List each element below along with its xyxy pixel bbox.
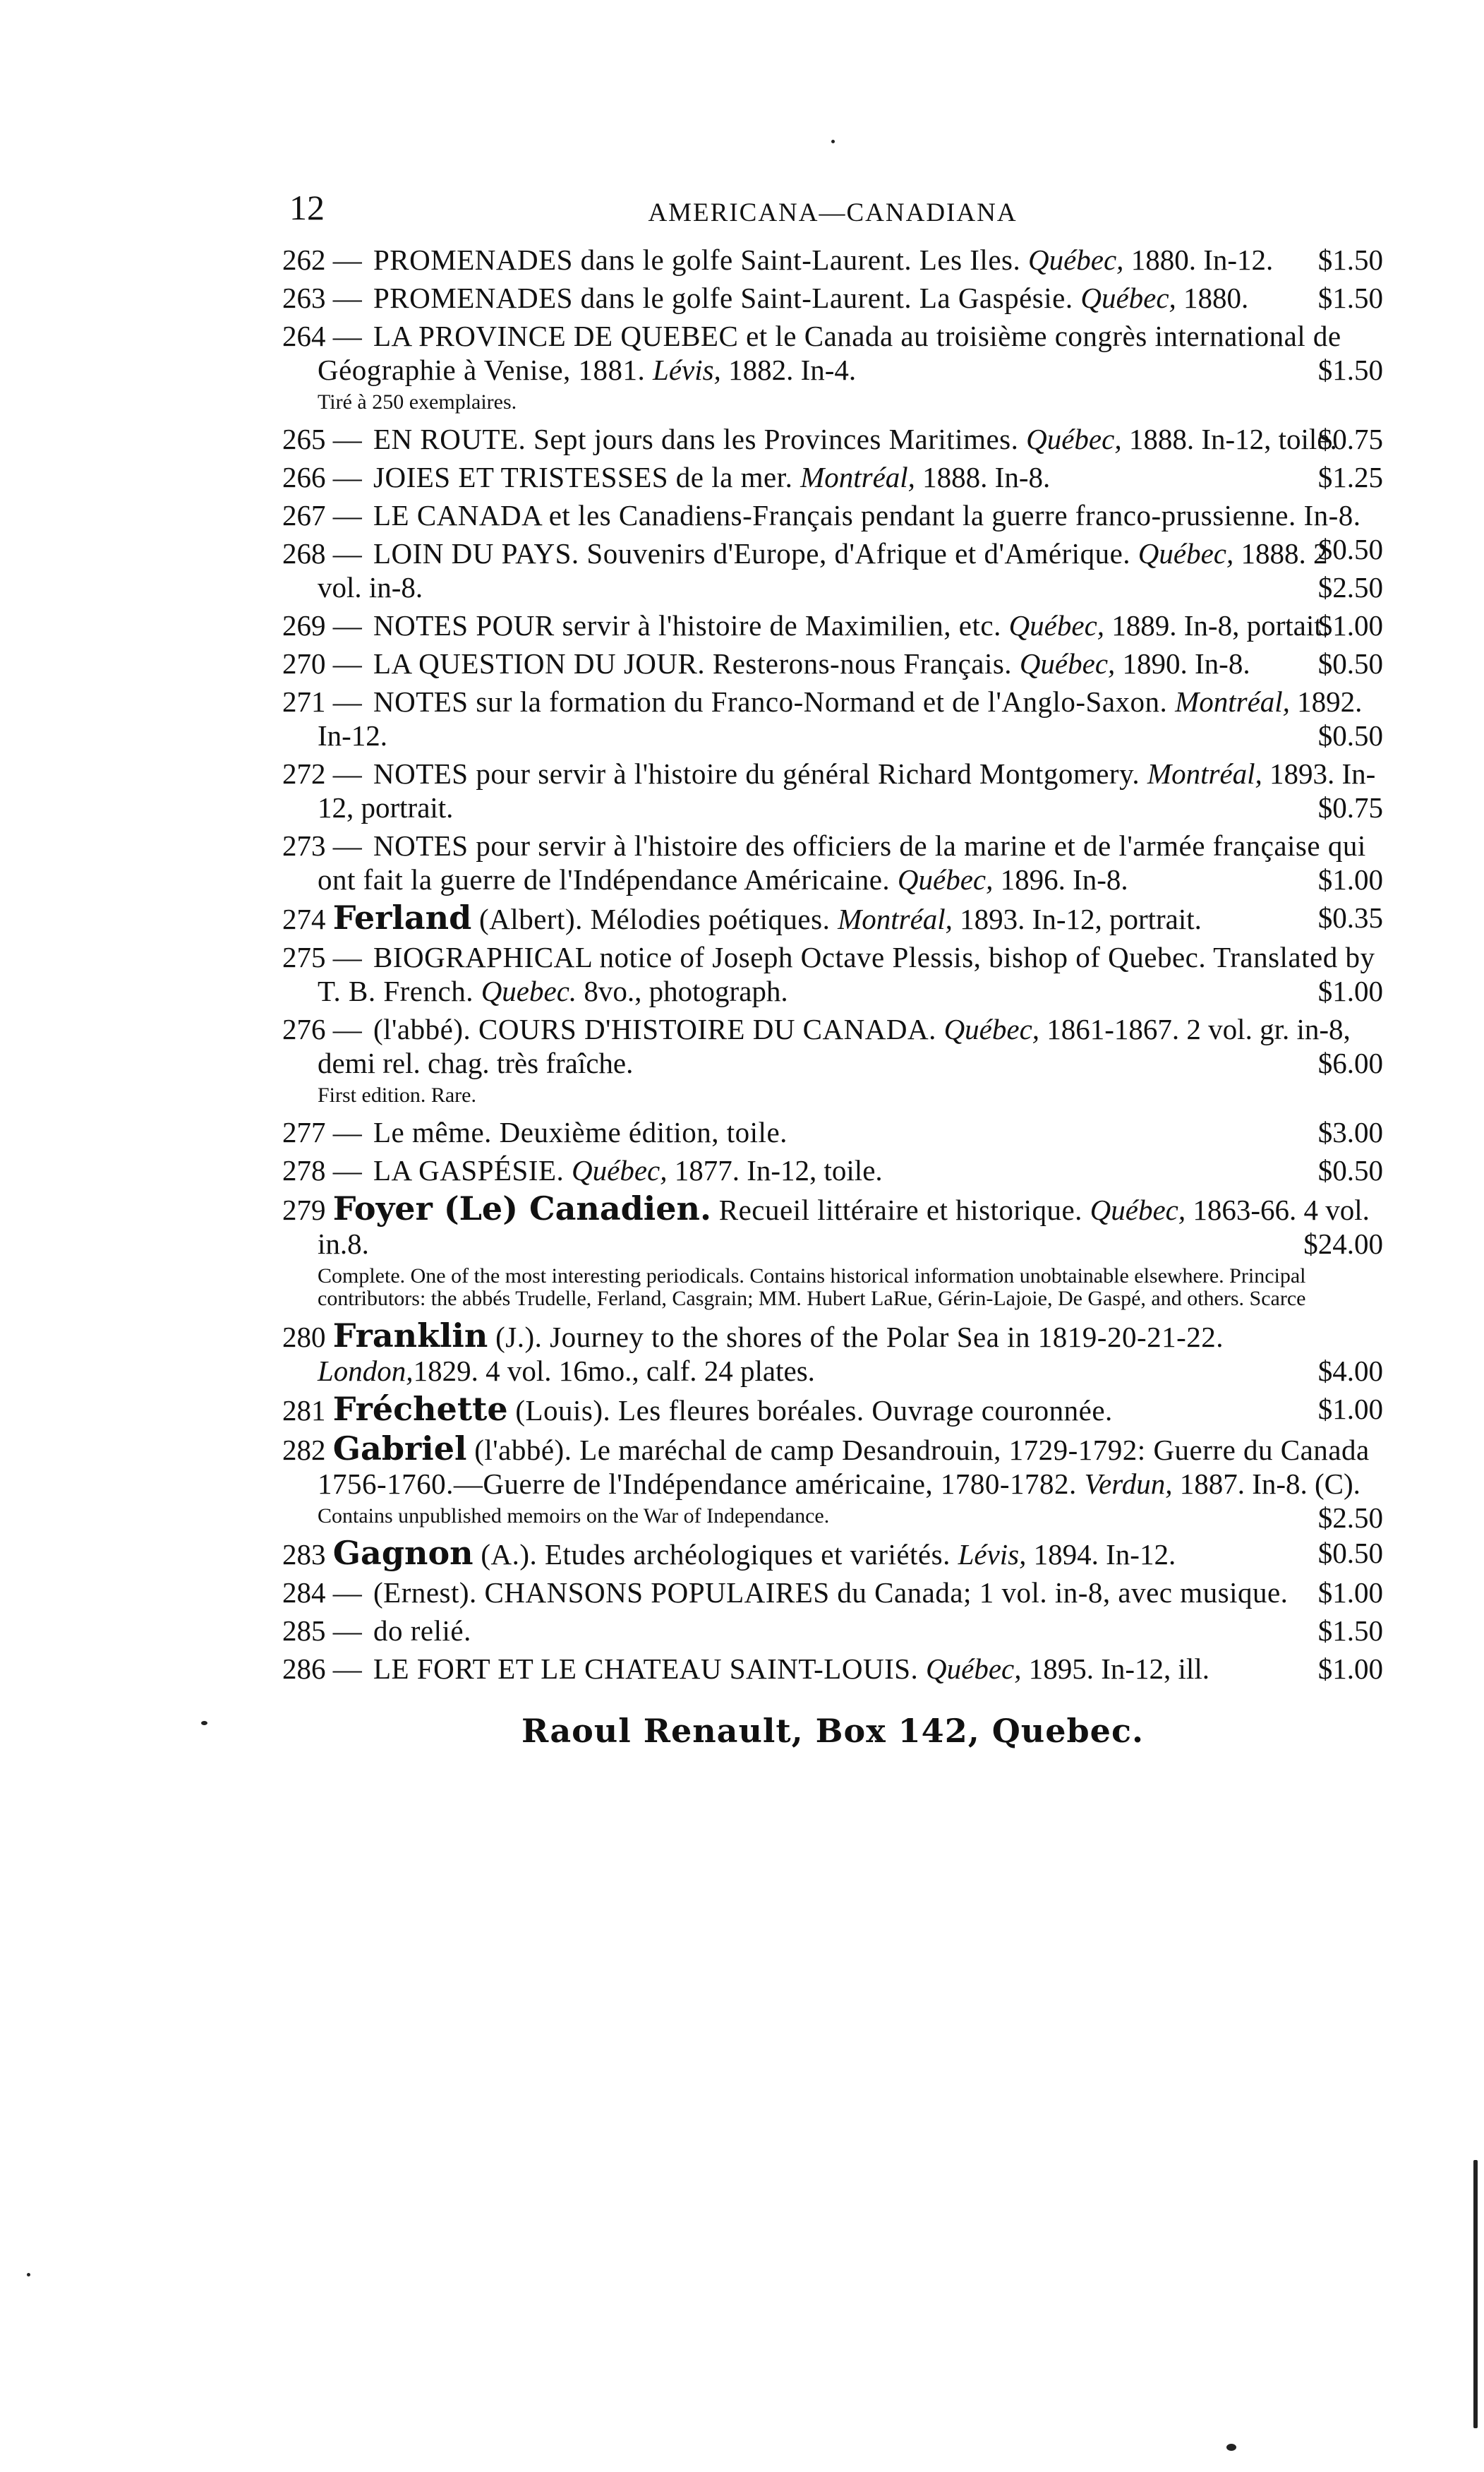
scan-speck xyxy=(831,140,835,143)
scan-edge-mark xyxy=(1473,2160,1478,2428)
catalogue-entry xyxy=(282,536,1383,604)
entry-price: $1.00 xyxy=(1317,863,1383,896)
catalogue-entry xyxy=(282,1189,1383,1261)
entry-number: 264 xyxy=(282,320,326,352)
entry-note: Complete. One of the most interesting periodicals. Contains historical information unobtainable elsewhere. Principal contributors: the abbés Trudelle, Ferland, Casgrain; MM. Hubert LaRue, Gérin-Lajoie, De Gaspé, and others. Scarce xyxy=(318,1264,1306,1310)
entry-place: Québec, xyxy=(943,1013,1040,1045)
entry-title: (Ernest). CHANSONS POPULAIRES du Canada; 1 vol. in-8, avec musique. xyxy=(373,1576,1289,1609)
entry-price: $0.50 xyxy=(1317,1154,1383,1187)
catalogue-entry xyxy=(282,1012,1383,1080)
entry-details: 1894. In-12. xyxy=(1026,1538,1176,1571)
entry-title: (J.). Journey to the shores of the Polar Sea in 1819-20-21-22. xyxy=(488,1321,1224,1353)
catalogue-entry xyxy=(282,1652,1383,1686)
entry-title: (l'abbé). Le maréchal de camp Desandrouin, 1729-1792: Guerre du Canada 1756-1760.—Guerre de l'Indépendance américaine, 1780-1782. xyxy=(318,1434,1370,1500)
entry-dash: — xyxy=(332,941,362,973)
entry-details: 1896. In-8. xyxy=(993,863,1128,896)
entry-number: 268 xyxy=(282,537,326,570)
entry-title: Recueil littéraire et historique. xyxy=(711,1194,1090,1226)
entry-number: 280 xyxy=(282,1321,326,1353)
entry-details: 1895. In-12, ill. xyxy=(1021,1652,1209,1685)
catalogue-entry xyxy=(282,1614,1383,1648)
entry-title: LA GASPÉSIE. xyxy=(373,1154,572,1187)
entry-price: $1.50 xyxy=(1317,282,1383,314)
entry-place: Montréal, xyxy=(838,903,953,935)
entry-place: Québec, xyxy=(1027,244,1124,276)
entry-number: 270 xyxy=(282,647,326,680)
entry-price: $1.00 xyxy=(1317,975,1383,1007)
entry-details: 1863-66. 4 vol. in.8. xyxy=(318,1194,1370,1260)
entry-place: Québec, xyxy=(897,863,994,896)
entry-details: 1888. In-8. xyxy=(915,461,1051,493)
catalogue-entry xyxy=(282,685,1383,752)
entry-place: Quebec. xyxy=(481,975,577,1007)
entry-price: $1.00 xyxy=(1317,609,1383,642)
catalogue-entry xyxy=(282,281,1383,315)
entry-title: (A.). Etudes archéologiques et variétés. xyxy=(473,1538,958,1571)
entry-number: 262 xyxy=(282,244,326,276)
entry-title: Le même. Deuxième édition, toile. xyxy=(373,1116,788,1148)
entry-title: (Louis). Les fleures boréales. Ouvrage couronnée. xyxy=(507,1394,1113,1427)
entry-number: 276 xyxy=(282,1013,326,1045)
entry-dash: — xyxy=(332,499,362,532)
entry-dash: — xyxy=(332,1614,362,1647)
scan-speck xyxy=(27,2273,30,2276)
catalogue-entry xyxy=(282,1576,1383,1609)
entry-number: 271 xyxy=(282,685,326,718)
entry-dash: — xyxy=(332,244,362,276)
entry-price: $1.00 xyxy=(1317,1652,1383,1685)
entry-dash: — xyxy=(332,423,362,455)
publisher-imprint: Raoul Renault, Box 142, Quebec. xyxy=(521,1712,1144,1750)
entry-details: 1829. 4 vol. 16mo., calf. 24 plates. xyxy=(413,1355,815,1387)
entry-price: $24.00 xyxy=(1303,1228,1383,1260)
page-number: 12 xyxy=(289,188,325,227)
entry-price: $0.35 xyxy=(1317,901,1383,934)
entry-details: 1877. In-12, toile. xyxy=(667,1154,883,1187)
entry-place: Montréal, xyxy=(1175,685,1290,718)
entry-details: 1889. In-8, portait. xyxy=(1104,609,1329,642)
entry-number: 269 xyxy=(282,609,326,642)
catalogue-entry xyxy=(282,647,1383,680)
entry-place: Montréal, xyxy=(1147,757,1262,790)
entry-price: $0.50 xyxy=(1317,719,1383,752)
entry-price: $1.50 xyxy=(1317,1614,1383,1647)
entry-title: PROMENADES dans le golfe Saint-Laurent. Les Iles. xyxy=(373,244,1028,276)
entry-number: 285 xyxy=(282,1614,326,1647)
entry-number: 267 xyxy=(282,499,326,532)
entry-title: JOIES ET TRISTESSES de la mer. xyxy=(373,461,801,493)
entry-note: First edition. Rare. xyxy=(318,1084,476,1107)
entry-note: Tiré à 250 exemplaires. xyxy=(318,390,517,414)
entry-place: Québec, xyxy=(1008,609,1105,642)
catalogue-entry xyxy=(282,829,1383,896)
entry-price: $1.25 xyxy=(1317,461,1383,493)
entry-title: LA QUESTION DU JOUR. Resterons-nous Français. xyxy=(373,647,1020,680)
entry-dash: — xyxy=(332,282,362,314)
entry-place: Québec, xyxy=(1080,282,1176,314)
entry-number: 282 xyxy=(282,1434,326,1466)
entry-price: $4.00 xyxy=(1317,1355,1383,1387)
entry-dash: — xyxy=(332,1576,362,1609)
entry-title: NOTES pour servir à l'histoire des officiers de la marine et de l'armée française qui ont fait la guerre de l'Indépendance Américaine. xyxy=(318,829,1366,896)
entry-number: 286 xyxy=(282,1652,326,1685)
scan-speck xyxy=(1226,2444,1236,2451)
page-header xyxy=(282,188,1383,240)
entry-price: $6.00 xyxy=(1317,1047,1383,1079)
entry-place: Québec, xyxy=(1138,537,1234,570)
entry-title: NOTES pour servir à l'histoire du général Richard Montgomery. xyxy=(373,757,1147,790)
entry-author: Ferland xyxy=(332,899,472,937)
catalogue-entry xyxy=(282,940,1383,1008)
scan-speck xyxy=(201,1721,207,1725)
entry-place: Montréal, xyxy=(800,461,915,493)
entry-place: Québec, xyxy=(1019,647,1116,680)
entry-title: LE CANADA et les Canadiens-Français pendant la guerre franco-prussienne. In-8. xyxy=(373,499,1361,532)
entry-details: 1861-1867. 2 vol. gr. in-8, demi rel. chag. très fraîche. xyxy=(318,1013,1351,1079)
entry-title: PROMENADES dans le golfe Saint-Laurent. La Gaspésie. xyxy=(373,282,1081,314)
entry-title: NOTES sur la formation du Franco-Normand et de l'Anglo-Saxon. xyxy=(373,685,1176,718)
entry-dash: — xyxy=(332,829,362,862)
entry-author: Gagnon xyxy=(332,1534,473,1572)
entry-place: Québec, xyxy=(926,1652,1022,1685)
entry-author: Foyer (Le) Canadien. xyxy=(332,1189,712,1228)
entry-author: Franklin xyxy=(332,1316,488,1355)
catalogue-entry xyxy=(282,1115,1383,1149)
entry-price: $3.00 xyxy=(1317,1116,1383,1148)
catalogue-entry xyxy=(282,243,1383,277)
entry-title: LA PROVINCE DE QUEBEC et le Canada au troisième congrès international de Géographie à Venise, 1881. xyxy=(318,320,1341,386)
entry-details: 1893. In-12, portrait. xyxy=(952,903,1202,935)
entry-number: 279 xyxy=(282,1194,326,1226)
catalogue-entry xyxy=(282,1153,1383,1187)
entry-price: $1.00 xyxy=(1317,1393,1383,1425)
entry-details: 1880. xyxy=(1176,282,1249,314)
entry-number: 284 xyxy=(282,1576,326,1609)
entry-dash: — xyxy=(332,647,362,680)
entry-details: 1888. 2 vol. in-8. xyxy=(318,537,1328,604)
entry-place: Québec, xyxy=(572,1154,668,1187)
entry-details: 1892. In-12. xyxy=(318,685,1363,752)
entry-number: 278 xyxy=(282,1154,326,1187)
catalogue-entry xyxy=(282,422,1383,456)
catalogue-entry xyxy=(282,1316,1383,1388)
entry-price: $1.00 xyxy=(1317,1576,1383,1609)
entry-dash: — xyxy=(332,1013,362,1045)
catalogue-page xyxy=(282,188,1383,1750)
entry-title: NOTES POUR servir à l'histoire de Maximilien, etc. xyxy=(373,609,1009,642)
entry-title: (l'abbé). COURS D'HISTOIRE DU CANADA. xyxy=(373,1013,944,1045)
entry-number: 263 xyxy=(282,282,326,314)
entry-price: $1.50 xyxy=(1317,244,1383,276)
entry-price: $2.50 xyxy=(1317,1501,1383,1534)
catalogue-entry xyxy=(282,460,1383,494)
entry-number: 275 xyxy=(282,941,326,973)
entry-details: 8vo., photograph. xyxy=(577,975,788,1007)
entry-price: $0.75 xyxy=(1317,791,1383,824)
entry-dash: — xyxy=(332,1154,362,1187)
entry-note: Contains unpublished memoirs on the War of Independance. xyxy=(318,1504,830,1528)
entry-dash: — xyxy=(332,609,362,642)
entry-details: 1893. In-12, portrait. xyxy=(318,757,1376,824)
entry-number: 274 xyxy=(282,903,326,935)
catalogue-entry xyxy=(282,1392,1383,1427)
entry-dash: — xyxy=(332,685,362,718)
entry-dash: — xyxy=(332,461,362,493)
entry-dash: — xyxy=(332,1652,362,1685)
entry-title: (Albert). Mélodies poétiques. xyxy=(471,903,838,935)
entry-number: 265 xyxy=(282,423,326,455)
catalogue-entry xyxy=(282,608,1383,642)
entry-number: 277 xyxy=(282,1116,326,1148)
entry-place: Lévis, xyxy=(958,1538,1027,1571)
catalogue-entry xyxy=(282,1536,1383,1571)
entry-place: London, xyxy=(318,1355,414,1387)
entry-details: 1880. In-12. xyxy=(1123,244,1274,276)
entry-dash: — xyxy=(332,320,362,352)
running-title: AMERICANA—CANADIANA xyxy=(648,198,1018,227)
catalogue-entry xyxy=(282,901,1383,936)
catalogue-entries xyxy=(282,243,1383,1686)
entry-title: LE FORT ET LE CHATEAU SAINT-LOUIS. xyxy=(373,1652,927,1685)
entry-number: 281 xyxy=(282,1394,326,1427)
entry-number: 283 xyxy=(282,1538,326,1571)
entry-details: 1890. In-8. xyxy=(1115,647,1250,680)
entry-title: do relié. xyxy=(373,1614,471,1647)
entry-place: Québec, xyxy=(1090,1194,1186,1226)
entry-author: Gabriel xyxy=(332,1429,467,1468)
entry-place: Verdun, xyxy=(1084,1468,1173,1500)
catalogue-entry xyxy=(282,757,1383,824)
entry-dash: — xyxy=(332,1116,362,1148)
entry-author: Fréchette xyxy=(332,1390,508,1428)
entry-place: Lévis, xyxy=(653,354,721,386)
entry-price: $2.50 xyxy=(1317,571,1383,604)
entry-number: 272 xyxy=(282,757,326,790)
entry-title: LOIN DU PAYS. Souvenirs d'Europe, d'Afrique et d'Amérique. xyxy=(373,537,1138,570)
entry-number: 273 xyxy=(282,829,326,862)
entry-price: $0.75 xyxy=(1317,423,1383,455)
entry-title: EN ROUTE. Sept jours dans les Provinces Maritimes. xyxy=(373,423,1027,455)
entry-price: $0.50 xyxy=(1317,647,1383,680)
entry-price: $0.50 xyxy=(1317,1537,1383,1569)
entry-price: $1.50 xyxy=(1317,354,1383,386)
entry-price: $0.50 xyxy=(1317,533,1383,565)
entry-place: Québec, xyxy=(1026,423,1122,455)
entry-title: BIOGRAPHICAL notice of Joseph Octave Plessis, bishop of Quebec. Translated by T. B. French. xyxy=(318,941,1375,1007)
entry-dash: — xyxy=(332,757,362,790)
entry-details: 1888. In-12, toile. xyxy=(1121,423,1337,455)
catalogue-entry xyxy=(282,319,1383,387)
entry-dash: — xyxy=(332,537,362,570)
entry-details: 1887. In-8. (C). xyxy=(1172,1468,1361,1500)
entry-number: 266 xyxy=(282,461,326,493)
entry-details: 1882. In-4. xyxy=(720,354,857,386)
